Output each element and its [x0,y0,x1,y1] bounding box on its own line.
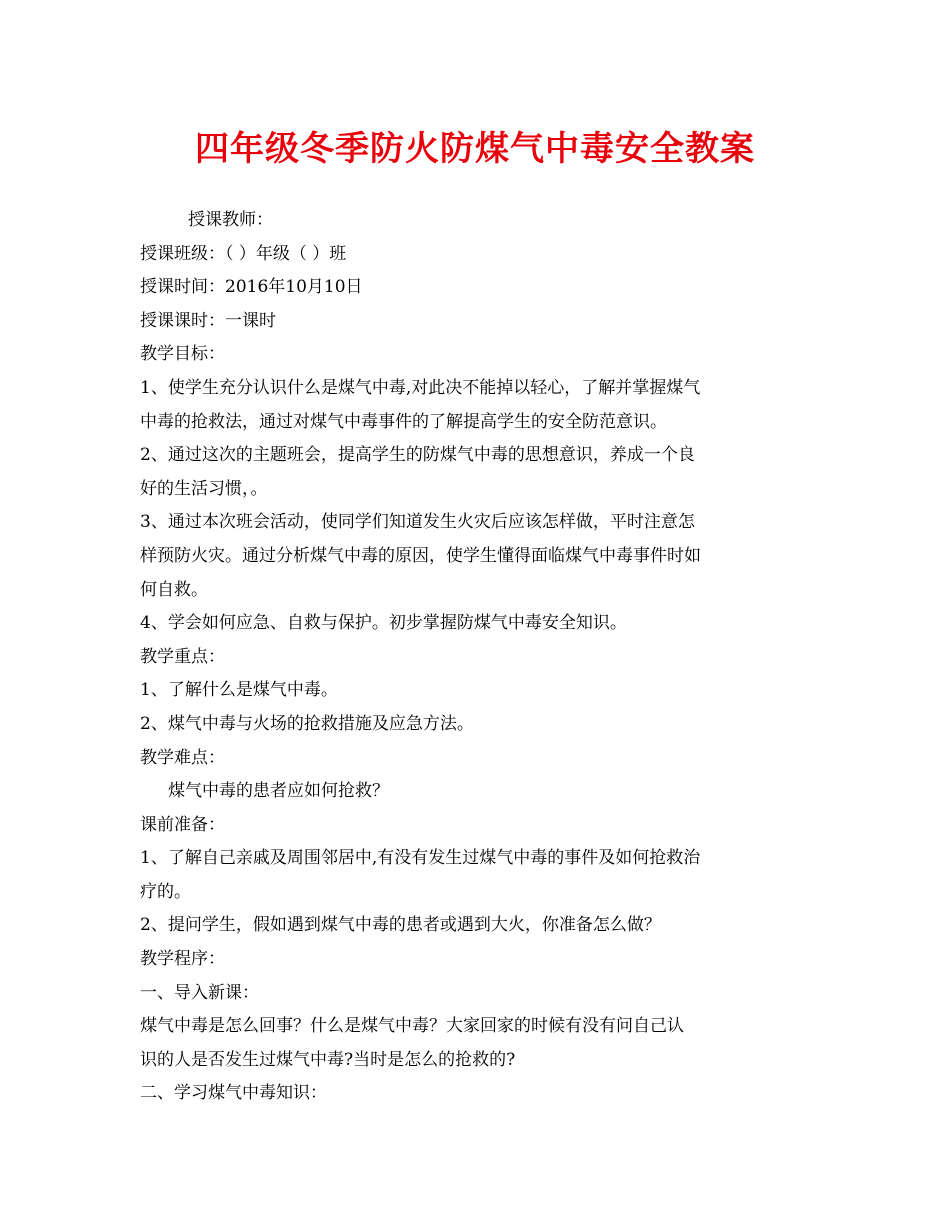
paragraph-line: 3、通过本次班会活动，使同学们知道发生火灾后应该怎样做，平时注意怎 [140,512,695,533]
objectives-heading: 教学目标： [140,344,225,365]
preparation-heading: 课前准备： [140,814,225,835]
paragraph-line: 2、提问学生，假如遇到煤气中毒的患者或遇到大火，你准备怎么做？ [140,915,661,936]
paragraph-line: 2、通过这次的主题班会，提高学生的防煤气中毒的思想意识，养成一个良 [140,445,695,466]
paragraph-line: 4、学会如何应急、自救与保护。初步掌握防煤气中毒安全知识。 [140,613,627,634]
procedure-heading: 教学程序： [140,949,225,970]
class-line: 授课班级：（ ）年级（ ）班 [140,243,347,264]
paragraph-line: 中毒的抢救法，通过对煤气中毒事件的了解提高学生的安全防范意识。 [140,411,667,432]
paragraph-line: 2、煤气中毒与火场的抢救措施及应急方法。 [140,713,474,734]
paragraph-line: 煤气中毒是怎么回事？什么是煤气中毒？大家回家的时候有没有问自己认 [140,1016,684,1037]
paragraph-line: 何自救。 [140,579,208,600]
paragraph-line: 样预防火灾。通过分析煤气中毒的原因，使学生懂得面临煤气中毒事件时如 [140,545,701,566]
section-heading: 二、学习煤气中毒知识： [140,1083,327,1104]
paragraph-line: 煤气中毒的患者应如何抢救？ [168,781,389,802]
paragraph-line: 1、了解什么是煤气中毒。 [140,680,338,701]
key-points-heading: 教学重点： [140,646,225,667]
paragraph-line: 识的人是否发生过煤气中毒?当时是怎么的抢救的? [140,1049,516,1070]
difficulties-heading: 教学难点： [140,747,225,768]
paragraph-line: 好的生活习惯，。 [140,478,268,499]
paragraph-line: 疗的。 [140,881,191,902]
paragraph-line: 1、了解自己亲戚及周围邻居中,有没有发生过煤气中毒的事件及如何抢救治 [140,848,701,869]
document-body [140,204,780,1111]
period-line: 授课课时：一课时 [140,310,276,331]
time-line: 授课时间：2016年10月10日 [140,277,363,298]
section-heading: 一、导入新课： [140,982,259,1003]
document-title: 四年级冬季防火防煤气中毒安全教案 [195,129,755,169]
paragraph-line: 1、使学生充分认识什么是煤气中毒,对此决不能掉以轻心，了解并掌握煤气 [140,377,701,398]
teacher-line: 授课教师： [188,210,273,230]
